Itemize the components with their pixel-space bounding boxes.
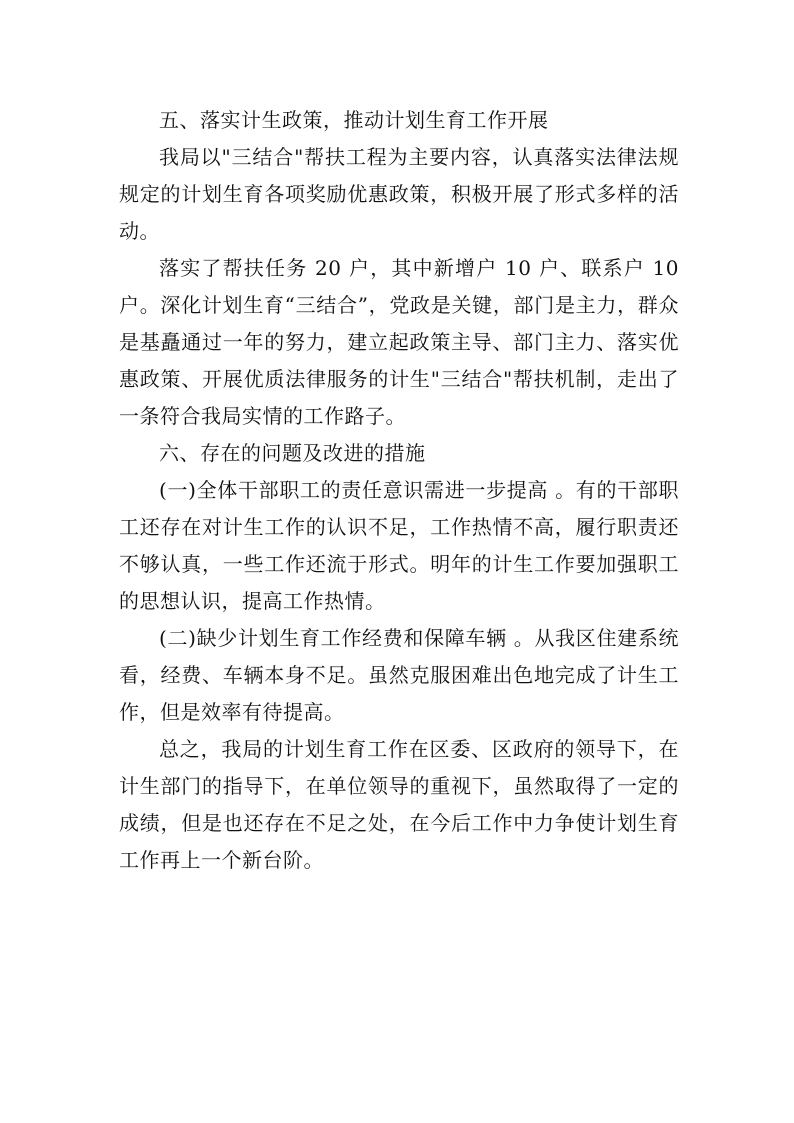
document-body [119, 102, 679, 879]
section-heading-5: 五、落实计生政策，推动计划生育工作开展 [159, 108, 549, 132]
paragraph-assistance-project: 我局以"三结合"帮扶工程为主要内容，认真落实法律法规规定的计划生育各项奖励优惠政策，积极开展了形式多样的活动。 [119, 145, 679, 243]
paragraph-problem-2: (二)缺少计划生育工作经费和保障车辆 。从我区住建系统看，经费、车辆本身不足。虽然克服困难出色地完成了计生工作，但是效率有待提高。 [119, 626, 679, 724]
section-heading-6: 六、存在的问题及改进的措施 [159, 441, 426, 465]
paragraph-assistance-tasks: 落实了帮扶任务 20 户，其中新增户 10 户、联系户 10 户。深化计划生育“三结合”，党政是关键，部门是主力，群众是基矗通过一年的努力，建立起政策主导、部门主力、落实优惠政策、开展优质法律服务的计生"三结合"帮扶机制，走出了一条符合我局实情的工作路子。 [119, 256, 679, 428]
paragraph-conclusion: 总之，我局的计划生育工作在区委、区政府的领导下，在计生部门的指导下，在单位领导的重视下，虽然取得了一定的成绩，但是也还存在不足之处，在今后工作中力争使计划生育工作再上一个新台阶。 [119, 737, 679, 872]
paragraph-problem-1: (一)全体干部职工的责任意识需进一步提高 。有的干部职工还存在对计生工作的认识不足，工作热情不高，履行职责还不够认真，一些工作还流于形式。明年的计生工作要加强职工的思想认识，提高工作热情。 [119, 478, 679, 613]
